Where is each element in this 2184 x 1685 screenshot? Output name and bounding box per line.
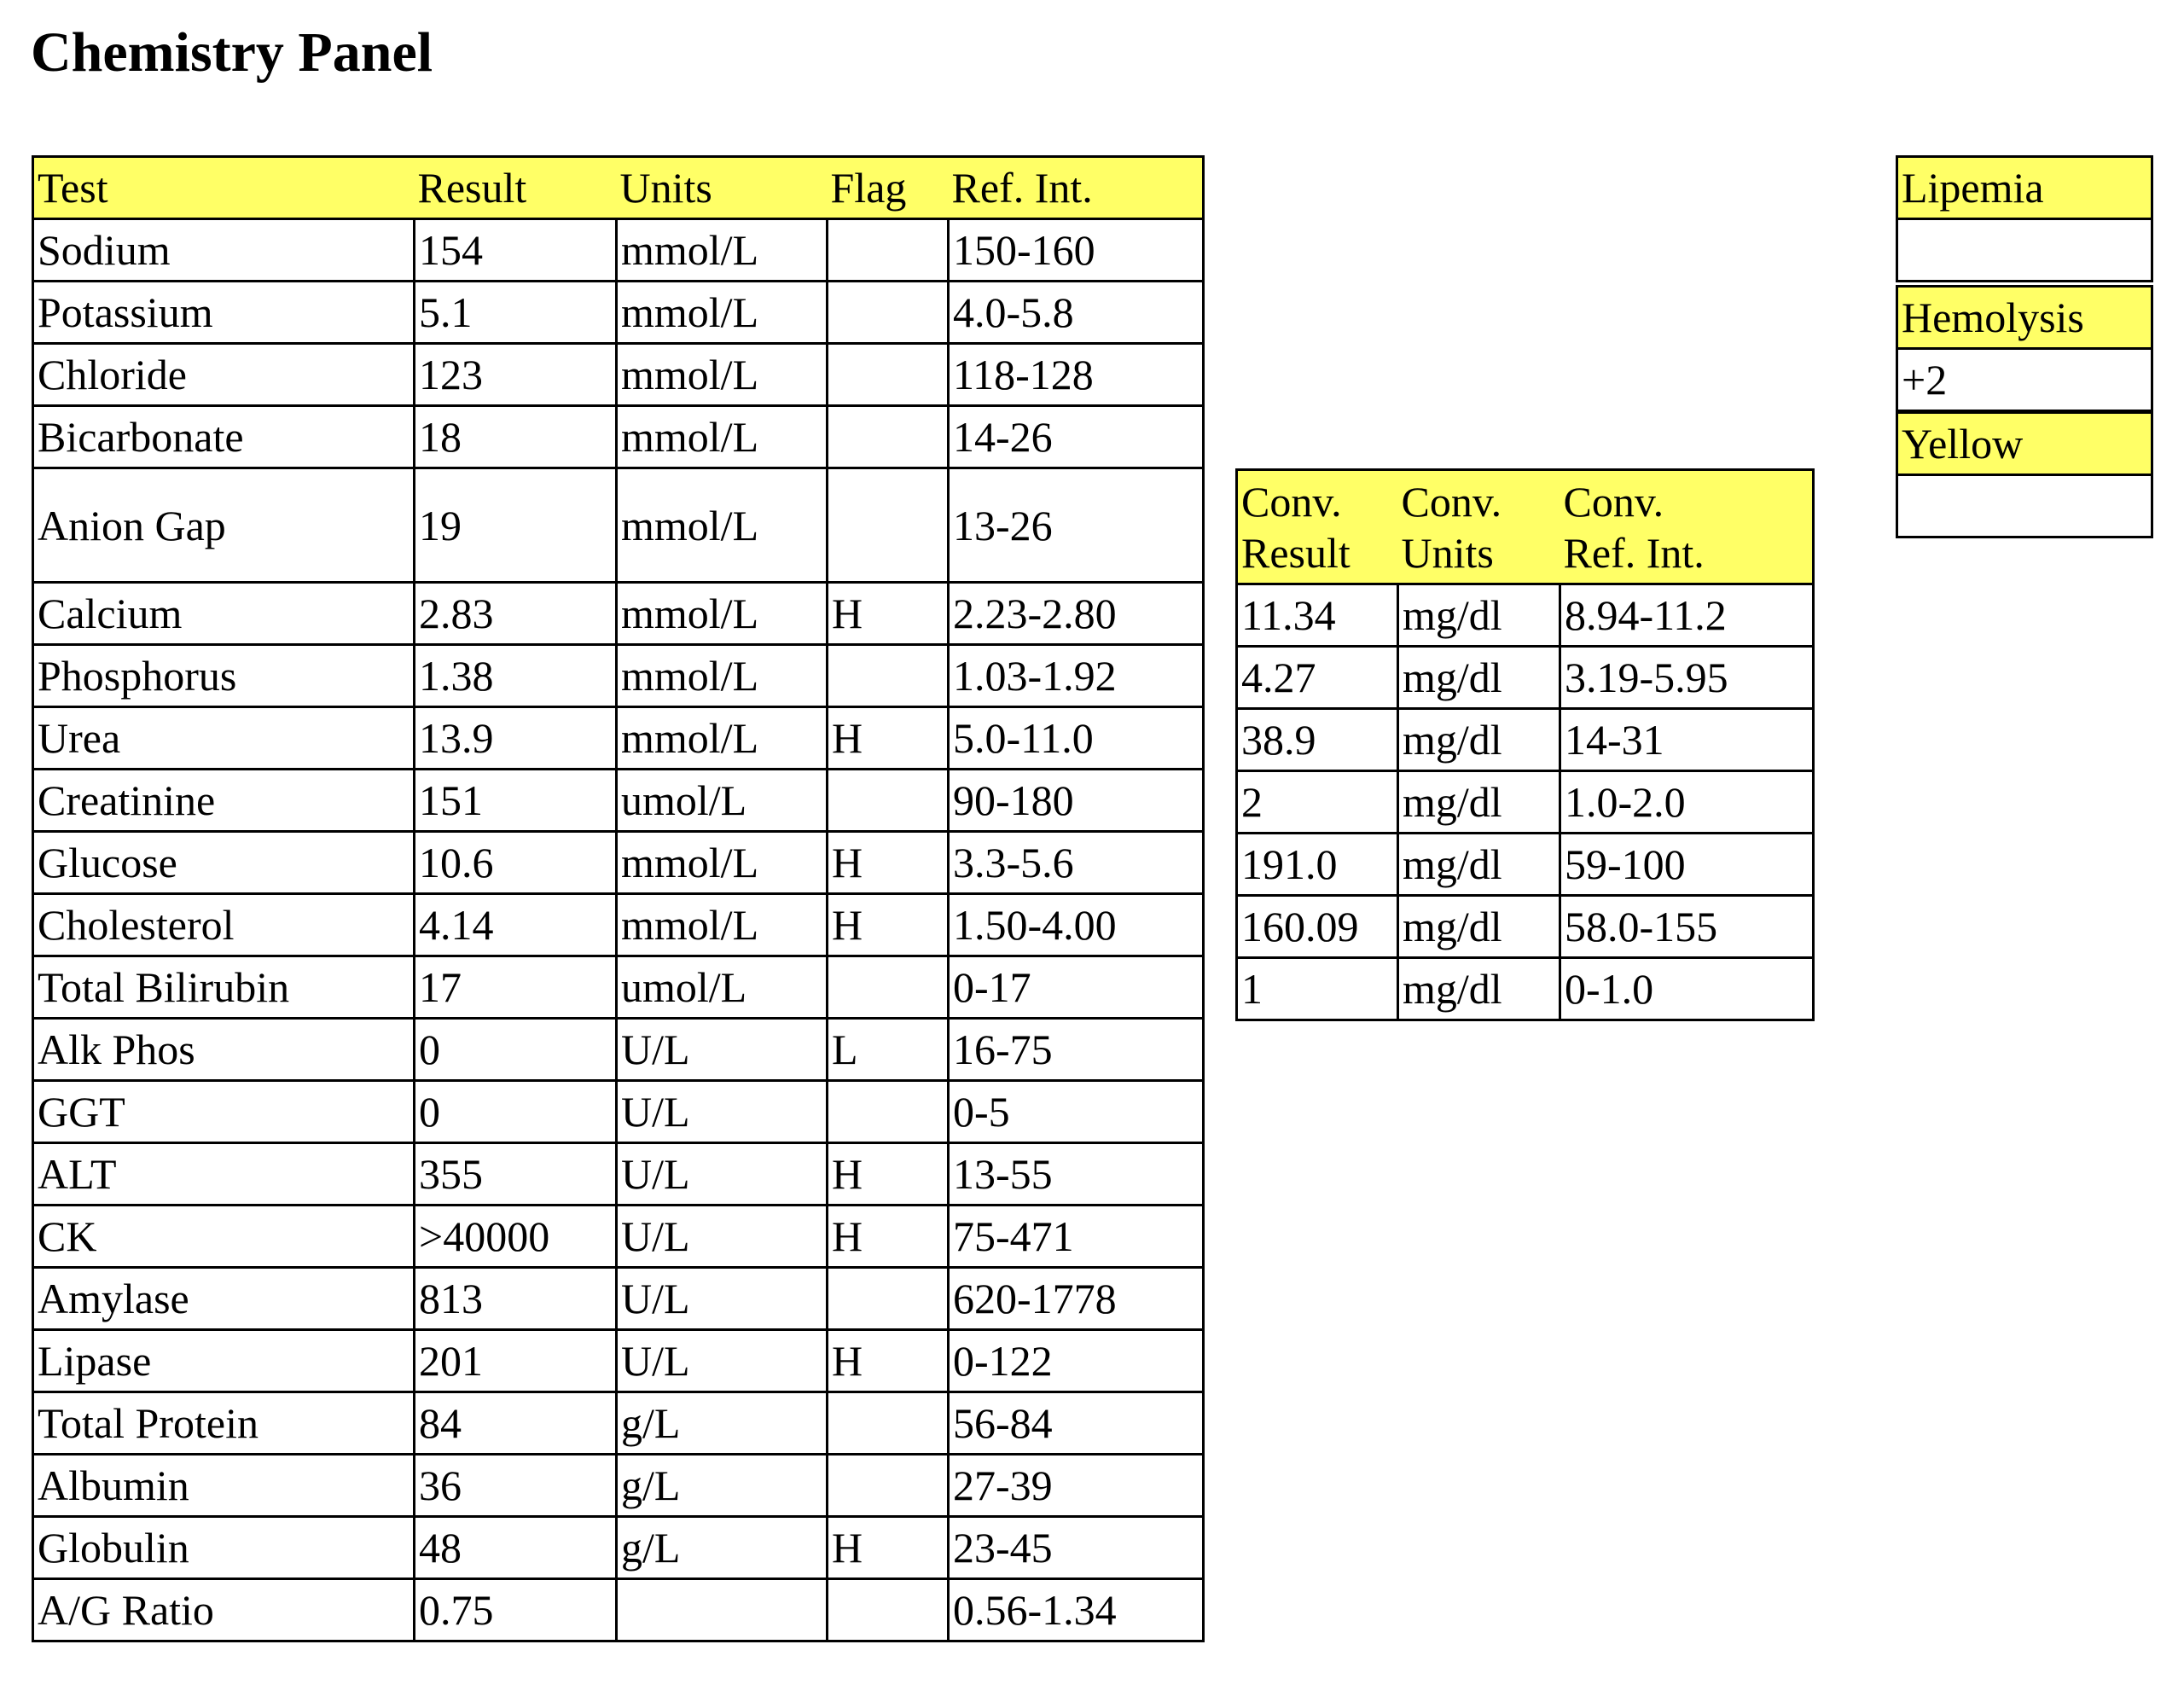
result-cell: 0 — [415, 1019, 617, 1081]
flag-cell — [828, 282, 949, 344]
test-name-cell: Anion Gap — [33, 468, 415, 583]
conv-units-cell: mg/dl — [1398, 709, 1560, 771]
table-row — [33, 1081, 1204, 1143]
conv-ref-int-cell: 8.94-11.2 — [1560, 584, 1814, 647]
conv-ref-int-cell: 58.0-155 — [1560, 896, 1814, 958]
ref-int-cell: 0-5 — [949, 1081, 1204, 1143]
result-cell: 0 — [415, 1081, 617, 1143]
result-cell: 0.75 — [415, 1579, 617, 1641]
conv-result-cell: 11.34 — [1237, 584, 1398, 647]
units-cell: mmol/L — [617, 707, 828, 770]
table-row — [33, 1579, 1204, 1641]
conv-units-cell: mg/dl — [1398, 584, 1560, 647]
header-line: Units — [1401, 528, 1494, 577]
units-cell — [617, 1579, 828, 1641]
ref-int-cell: 0-122 — [949, 1330, 1204, 1392]
table-header-row — [33, 157, 1204, 219]
flag-cell — [828, 645, 949, 707]
units-cell: mmol/L — [617, 282, 828, 344]
flag-cell: H — [828, 832, 949, 894]
conv-result-cell: 2 — [1237, 771, 1398, 834]
ref-int-cell: 150-160 — [949, 219, 1204, 282]
result-cell: 123 — [415, 344, 617, 406]
ref-int-cell: 14-26 — [949, 406, 1204, 468]
ref-int-cell: 23-45 — [949, 1517, 1204, 1579]
column-header-units: Units — [617, 157, 828, 219]
column-header-test: Test — [33, 157, 415, 219]
result-cell: 17 — [415, 956, 617, 1019]
hemolysis-label: Hemolysis — [1897, 287, 2152, 349]
flag-cell — [828, 956, 949, 1019]
result-cell: 36 — [415, 1455, 617, 1517]
units-cell: U/L — [617, 1019, 828, 1081]
units-cell: mmol/L — [617, 219, 828, 282]
units-cell: g/L — [617, 1517, 828, 1579]
flag-cell: H — [828, 707, 949, 770]
table-row — [33, 894, 1204, 956]
flag-cell — [828, 344, 949, 406]
result-cell: 5.1 — [415, 282, 617, 344]
ref-int-cell: 3.3-5.6 — [949, 832, 1204, 894]
hemolysis-value: +2 — [1897, 349, 2152, 411]
units-cell: umol/L — [617, 770, 828, 832]
table-row — [33, 583, 1204, 645]
result-cell: 355 — [415, 1143, 617, 1206]
page-title: Chemistry Panel — [31, 21, 433, 84]
result-cell: 151 — [415, 770, 617, 832]
table-row — [33, 1019, 1204, 1081]
icterus-value — [1897, 475, 2152, 537]
flag-cell: H — [828, 894, 949, 956]
table-row — [33, 1455, 1204, 1517]
table-row — [1237, 584, 1814, 647]
ref-int-cell: 1.03-1.92 — [949, 645, 1204, 707]
units-cell: mmol/L — [617, 583, 828, 645]
test-name-cell: Cholesterol — [33, 894, 415, 956]
test-name-cell: Chloride — [33, 344, 415, 406]
flag-cell — [828, 468, 949, 583]
table-row — [1237, 771, 1814, 834]
ref-int-cell: 13-55 — [949, 1143, 1204, 1206]
ref-int-cell: 118-128 — [949, 344, 1204, 406]
ref-int-cell: 56-84 — [949, 1392, 1204, 1455]
units-cell: mmol/L — [617, 406, 828, 468]
test-name-cell: Total Bilirubin — [33, 956, 415, 1019]
table-row — [33, 1517, 1204, 1579]
test-name-cell: Potassium — [33, 282, 415, 344]
table-row — [33, 1268, 1204, 1330]
conv-result-cell: 160.09 — [1237, 896, 1398, 958]
units-cell: g/L — [617, 1455, 828, 1517]
result-cell: 4.14 — [415, 894, 617, 956]
header-line: Conv. — [1241, 477, 1342, 526]
test-name-cell: ALT — [33, 1143, 415, 1206]
header-line: Conv. — [1401, 477, 1502, 526]
conv-units-cell: mg/dl — [1398, 834, 1560, 896]
result-cell: >40000 — [415, 1206, 617, 1268]
table-row — [33, 832, 1204, 894]
table-row — [33, 406, 1204, 468]
units-cell: g/L — [617, 1392, 828, 1455]
test-name-cell: Phosphorus — [33, 645, 415, 707]
result-cell: 1.38 — [415, 645, 617, 707]
lipemia-box — [1896, 155, 2153, 282]
table-row — [33, 707, 1204, 770]
table-row — [1237, 709, 1814, 771]
ref-int-cell: 1.50-4.00 — [949, 894, 1204, 956]
flag-cell — [828, 1081, 949, 1143]
ref-int-cell: 4.0-5.8 — [949, 282, 1204, 344]
table-row — [1237, 896, 1814, 958]
ref-int-cell: 5.0-11.0 — [949, 707, 1204, 770]
conv-units-cell: mg/dl — [1398, 647, 1560, 709]
test-name-cell: Sodium — [33, 219, 415, 282]
table-row — [33, 344, 1204, 406]
test-name-cell: Total Protein — [33, 1392, 415, 1455]
test-name-cell: Lipase — [33, 1330, 415, 1392]
column-header-conv-units — [1398, 470, 1560, 584]
flag-cell — [828, 1268, 949, 1330]
test-name-cell: Urea — [33, 707, 415, 770]
units-cell: mmol/L — [617, 645, 828, 707]
test-name-cell: Bicarbonate — [33, 406, 415, 468]
icterus-label: Yellow — [1897, 413, 2152, 475]
column-header-conv-result — [1237, 470, 1398, 584]
table-row — [1237, 647, 1814, 709]
flag-cell: H — [828, 1206, 949, 1268]
ref-int-cell: 0-17 — [949, 956, 1204, 1019]
test-name-cell: Alk Phos — [33, 1019, 415, 1081]
units-cell: mmol/L — [617, 832, 828, 894]
column-header-result: Result — [415, 157, 617, 219]
header-line: Conv. — [1563, 477, 1664, 526]
header-line: Ref. Int. — [1563, 528, 1705, 577]
conv-result-cell: 1 — [1237, 958, 1398, 1020]
test-name-cell: GGT — [33, 1081, 415, 1143]
table-row — [33, 219, 1204, 282]
ref-int-cell: 620-1778 — [949, 1268, 1204, 1330]
icterus-box — [1896, 411, 2153, 538]
result-cell: 813 — [415, 1268, 617, 1330]
conv-ref-int-cell: 0-1.0 — [1560, 958, 1814, 1020]
test-name-cell: Globulin — [33, 1517, 415, 1579]
result-cell: 13.9 — [415, 707, 617, 770]
table-row — [33, 282, 1204, 344]
table-row — [33, 956, 1204, 1019]
table-row — [33, 645, 1204, 707]
test-name-cell: CK — [33, 1206, 415, 1268]
column-header-flag: Flag — [828, 157, 949, 219]
conv-ref-int-cell: 3.19-5.95 — [1560, 647, 1814, 709]
conv-result-cell: 38.9 — [1237, 709, 1398, 771]
table-row — [33, 1206, 1204, 1268]
flag-cell — [828, 1392, 949, 1455]
conversion-results-table — [1235, 468, 1815, 1021]
ref-int-cell: 75-471 — [949, 1206, 1204, 1268]
test-name-cell: A/G Ratio — [33, 1579, 415, 1641]
conv-ref-int-cell: 1.0-2.0 — [1560, 771, 1814, 834]
ref-int-cell: 2.23-2.80 — [949, 583, 1204, 645]
table-row — [33, 1143, 1204, 1206]
flag-cell: H — [828, 583, 949, 645]
conv-units-cell: mg/dl — [1398, 958, 1560, 1020]
table-header-row — [1237, 470, 1814, 584]
units-cell: U/L — [617, 1330, 828, 1392]
units-cell: U/L — [617, 1081, 828, 1143]
header-line: Result — [1241, 528, 1350, 577]
column-header-conv-ref-int — [1560, 470, 1814, 584]
conv-units-cell: mg/dl — [1398, 771, 1560, 834]
flag-cell — [828, 1455, 949, 1517]
table-row — [33, 1392, 1204, 1455]
result-cell: 201 — [415, 1330, 617, 1392]
units-cell: mmol/L — [617, 894, 828, 956]
table-row — [33, 468, 1204, 583]
ref-int-cell: 90-180 — [949, 770, 1204, 832]
units-cell: U/L — [617, 1206, 828, 1268]
result-cell: 48 — [415, 1517, 617, 1579]
result-cell: 10.6 — [415, 832, 617, 894]
flag-cell — [828, 770, 949, 832]
ref-int-cell: 0.56-1.34 — [949, 1579, 1204, 1641]
units-cell: mmol/L — [617, 468, 828, 583]
lipemia-label: Lipemia — [1897, 157, 2152, 219]
conv-units-cell: mg/dl — [1398, 896, 1560, 958]
conv-ref-int-cell: 59-100 — [1560, 834, 1814, 896]
flag-cell — [828, 406, 949, 468]
result-cell: 2.83 — [415, 583, 617, 645]
conv-ref-int-cell: 14-31 — [1560, 709, 1814, 771]
flag-cell: H — [828, 1330, 949, 1392]
result-cell: 19 — [415, 468, 617, 583]
flag-cell — [828, 219, 949, 282]
table-row — [1237, 958, 1814, 1020]
hemolysis-box — [1896, 285, 2153, 412]
table-row — [33, 1330, 1204, 1392]
conv-result-cell: 191.0 — [1237, 834, 1398, 896]
flag-cell: H — [828, 1143, 949, 1206]
units-cell: U/L — [617, 1268, 828, 1330]
lipemia-value — [1897, 219, 2152, 282]
test-name-cell: Albumin — [33, 1455, 415, 1517]
units-cell: mmol/L — [617, 344, 828, 406]
test-name-cell: Glucose — [33, 832, 415, 894]
flag-cell: H — [828, 1517, 949, 1579]
chemistry-results-table — [32, 155, 1205, 1642]
test-name-cell: Calcium — [33, 583, 415, 645]
flag-cell: L — [828, 1019, 949, 1081]
ref-int-cell: 16-75 — [949, 1019, 1204, 1081]
conv-result-cell: 4.27 — [1237, 647, 1398, 709]
ref-int-cell: 13-26 — [949, 468, 1204, 583]
table-row — [1237, 834, 1814, 896]
test-name-cell: Creatinine — [33, 770, 415, 832]
ref-int-cell: 27-39 — [949, 1455, 1204, 1517]
units-cell: umol/L — [617, 956, 828, 1019]
units-cell: U/L — [617, 1143, 828, 1206]
table-row — [33, 770, 1204, 832]
test-name-cell: Amylase — [33, 1268, 415, 1330]
result-cell: 18 — [415, 406, 617, 468]
result-cell: 154 — [415, 219, 617, 282]
result-cell: 84 — [415, 1392, 617, 1455]
column-header-ref-int: Ref. Int. — [949, 157, 1204, 219]
flag-cell — [828, 1579, 949, 1641]
